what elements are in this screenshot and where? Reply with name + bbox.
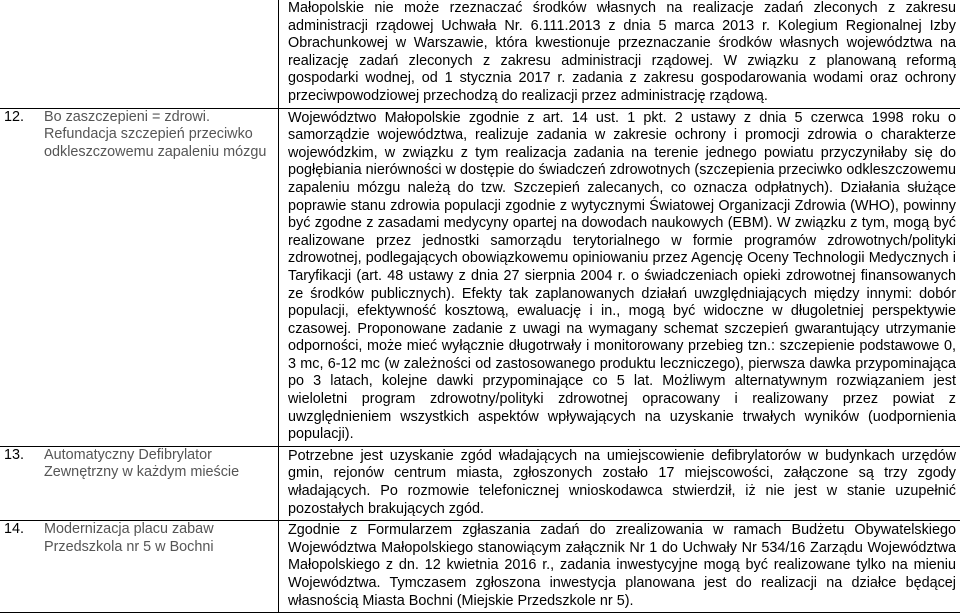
task-number: 14. <box>4 521 44 556</box>
table-row <box>0 446 960 520</box>
justification-text: Potrzebne jest uzyskanie zgód władających na umiejscowienie defibrylatorów w budynkach urzędów gmin, rejonów centrum miasta, zgłoszonych zostało 17 miejscowości, załączone są trzy zgody władających. Po rozmowie telefonicznej wnioskodawca stwierdził, iż nie jest w stanie uzupełnić pozostałych brakujących zgód. <box>288 448 956 518</box>
task-cell <box>0 0 279 108</box>
justification-cell <box>279 521 960 613</box>
justification-cell <box>279 0 960 108</box>
justification-text: Województwo Małopolskie zgodnie z art. 14 ust. 1 pkt. 2 ustawy z dnia 5 czerwca 1998 roku o samorządzie województwa, realizuje zadania w zakresie ochrony i promocji zdrowia o charakterze wojewódzkim, w związku z tym realizacja zadania na terenie jednego powiatu przyczyniłaby się do pogłębiania nierówności w dostępie do świadczeń zdrowotnych (szczepienia przeciwko odkleszczowemu zapaleniu mózgu należą do tzw. Szczepień zalecanych, co oznacza odpłatnych). Działania służące poprawie stanu zdrowia populacji zgodnie z wytycznymi Światowej Organizacji Zdrowia (WHO), powinny być zgodne z zasadami medycyny opartej na dowodach naukowych (EBM). W związku z tym, mogą być realizowane przez jednostki samorządu terytorialnego w formie programów zdrowotnych/polityki zdrowotnej, podlegających obowiązkowemu opiniowaniu przez Agencję Oceny Technologii Medycznych i Taryfikacji (art. 48 ustawy z dnia 27 sierpnia 2004 r. o świadczeniach opieki zdrowotnej finansowanych ze środków publicznych). Efekty tak zaplanowanych działań uwzględniających między innymi: dobór populacji, efektywność kosztową, ewaluację i in., mogą być widoczne w długoletniej perspektywie czasowej. Proponowane zadanie z uwagi na wymagany schemat szczepień gwarantujący utrzymanie odporności, może mieć wyłącznie długotrwały i monitorowany przebieg tzn.: szczepienie podstawowe 0, 3 mc, 6-12 mc (w zależności od zastosowanego produktu leczniczego), pierwsza dawka przypominająca po 3 latach, kolejne dawki przypominające co 5 lat. Możliwym alternatywnym rozwiązaniem jest wieloletni program zdrowotny/polityki zdrowotnej opracowany i realizowany przez powiat z uwzględnieniem wszystkich aspektów wpływających na uzyskanie trwałych wyników (uodpornienia populacji). <box>288 110 956 444</box>
task-number: 13. <box>4 447 44 482</box>
task-cell <box>0 108 279 446</box>
table-row <box>0 0 960 108</box>
justification-text: Małopolskie nie może rzeznaczać środków własnych na realizacje zadań zleconych z zakresu administracji rządowej Uchwała Nr. 6.111.2013 z dnia 5 marca 2013 r. Kolegium Regionalnej Izby Obrachunkowej w Warszawie, która kwestionuje przeznaczanie środków własnych województwa na realizację zadań zleconych z zakresu administracji rządowej. W związku z planowaną reformą gospodarki wodnej, od 1 stycznia 2017 r. zadania z zakresu gospodarowania wodami oraz ochrony przeciwpowodziowej przechodzą do realizacji przez administrację rządową. <box>288 0 956 106</box>
task-cell <box>0 446 279 520</box>
task-cell <box>0 521 279 613</box>
task-title: Bo zaszczepieni = zdrowi. Refundacja szczepień przeciwko odkleszczowemu zapaleniu mózgu <box>44 109 278 162</box>
justification-cell <box>279 446 960 520</box>
justification-text: Zgodnie z Formularzem zgłaszania zadań do zrealizowania w ramach Budżetu Obywatelskiego Województwa Małopolskiego stanowiącym załącznik Nr 1 do Uchwały Nr 534/16 Zarządu Województwa Małopolskiego z dn. 12 kwietnia 2016 r., zadania inwestycyjne mogą być realizowane tylko na mieniu Województwa. Tymczasem zgłoszona inwestycja planowana jest do realizacji na działce będącej własnością Miasta Bochni (Miejskie Przedszkole nr 5). <box>288 522 956 610</box>
task-title: Modernizacja placu zabaw Przedszkola nr 5 w Bochni <box>44 521 278 556</box>
task-title: Automatyczny Defibrylator Zewnętrzny w każdym mieście <box>44 447 278 482</box>
justification-cell <box>279 108 960 446</box>
table-row <box>0 521 960 613</box>
table-row <box>0 108 960 446</box>
task-number: 12. <box>4 109 44 162</box>
